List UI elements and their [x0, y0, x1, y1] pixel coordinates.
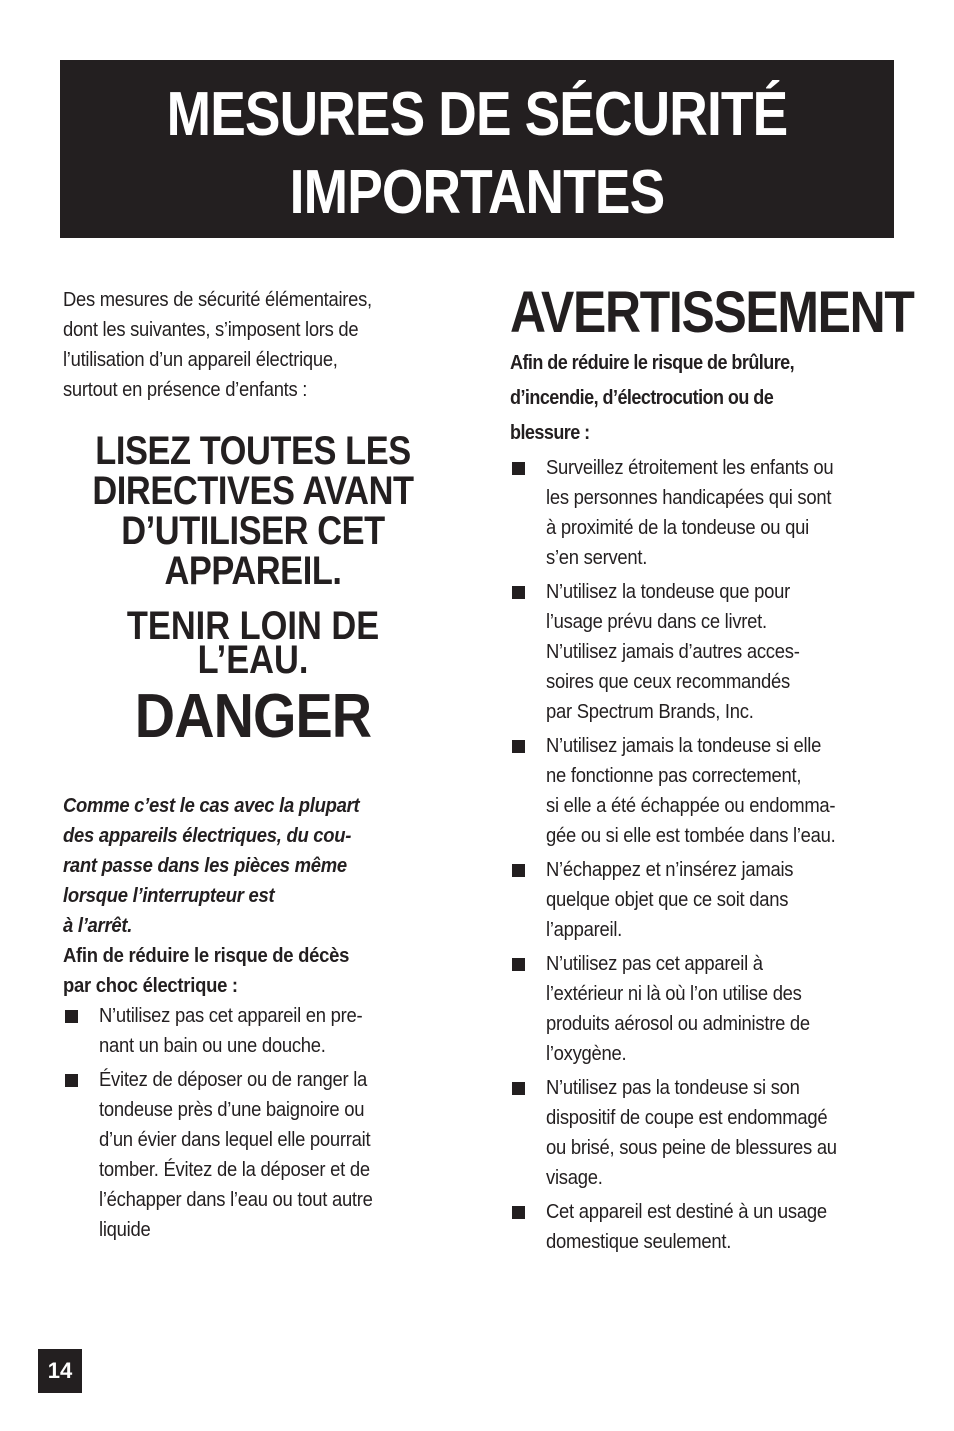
bullet-line: si elle a été échappée ou endomma-: [546, 794, 836, 817]
bullet-line: N’utilisez jamais la tondeuse si elle: [546, 734, 822, 757]
bullet-line: tondeuse près d’une baignoire ou: [99, 1098, 365, 1121]
list-item: [510, 1073, 894, 1193]
square-bullet-icon: [512, 586, 525, 599]
lead-line: par choc électrique :: [63, 974, 238, 997]
heading-line: APPAREIL.: [164, 549, 342, 593]
bullet-line: N’utilisez la tondeuse que pour: [546, 580, 790, 603]
note-line: Comme c’est le cas avec la plupart: [63, 794, 360, 817]
danger-bullet-list: [63, 1001, 443, 1245]
title-line-1: MESURES DE SÉCURITÉ: [166, 80, 788, 149]
bullet-text: [546, 949, 924, 1069]
bullet-line: ou brisé, sous peine de blessures au: [546, 1136, 837, 1159]
bullet-line: l’extérieur ni là où l’on utilise des: [546, 982, 802, 1005]
list-item: [63, 1001, 443, 1061]
note-line: rant passe dans les pièces même: [63, 854, 347, 877]
bullet-line: N’utilisez jamais d’autres acces-: [546, 640, 800, 663]
bullet-line: N’utilisez pas la tondeuse si son: [546, 1076, 800, 1099]
page-number: 14: [38, 1349, 82, 1393]
heading-line: TENIR LOIN DE: [126, 604, 380, 648]
intro-line: Des mesures de sécurité élémentaires,: [63, 289, 372, 311]
list-item: [510, 731, 894, 851]
bullet-line: liquide: [99, 1218, 151, 1241]
read-all-instructions-heading: [90, 431, 417, 591]
left-column: [63, 285, 443, 1249]
bullet-line: l’appareil.: [546, 918, 623, 941]
bullet-line: produits aérosol ou administre de: [546, 1012, 810, 1035]
avertissement-heading: AVERTISSEMENT: [510, 280, 914, 345]
square-bullet-icon: [512, 1206, 525, 1219]
list-item: [510, 855, 894, 945]
bullet-line: N’utilisez pas cet appareil en pre-: [99, 1004, 363, 1027]
note-line: à l’arrêt.: [63, 914, 133, 937]
bullet-line: à proximité de la tondeuse ou qui: [546, 516, 809, 539]
heading-line: L’EAU.: [197, 638, 309, 682]
square-bullet-icon: [512, 864, 525, 877]
intro-line: surtout en présence d’enfants :: [63, 379, 308, 401]
bullet-line: ne fonctionne pas correctement,: [546, 764, 802, 787]
bullet-line: N’échappez et n’insérez jamais: [546, 858, 794, 881]
bullet-line: gée ou si elle est tombée dans l’eau.: [546, 824, 836, 847]
bullet-line: tomber. Évitez de la déposer et de: [99, 1158, 370, 1181]
square-bullet-icon: [512, 958, 525, 971]
list-item: [510, 949, 894, 1069]
bullet-line: domestique seulement.: [546, 1230, 732, 1253]
bullet-line: visage.: [546, 1166, 603, 1189]
right-column: [510, 280, 914, 1261]
bullet-line: par Spectrum Brands, Inc.: [546, 700, 754, 723]
heading-line: DIRECTIVES AVANT: [92, 469, 414, 513]
keep-away-from-water-heading: [90, 604, 417, 682]
square-bullet-icon: [65, 1010, 78, 1023]
bullet-line: N’utilisez pas cet appareil à: [546, 952, 763, 975]
bullet-text: [546, 1197, 924, 1257]
lead-line: blessure :: [510, 422, 590, 444]
bullet-line: d’un évier dans lequel elle pourrait: [99, 1128, 371, 1151]
bullet-line: Cet appareil est destiné à un usage: [546, 1200, 827, 1223]
italic-warning-note: [63, 791, 441, 941]
intro-line: dont les suivantes, s’imposent lors de: [63, 319, 359, 341]
list-item: [510, 1197, 894, 1257]
title-line-2: IMPORTANTES: [289, 158, 665, 227]
heading-line: LISEZ TOUTES LES: [95, 429, 411, 473]
intro-paragraph: [63, 285, 440, 405]
list-item: [63, 1065, 443, 1245]
title-banner: [60, 60, 894, 238]
square-bullet-icon: [65, 1074, 78, 1087]
bullet-line: soires que ceux recommandés: [546, 670, 790, 693]
list-item: [510, 453, 894, 573]
square-bullet-icon: [512, 740, 525, 753]
note-line: des appareils électriques, du cou-: [63, 824, 352, 847]
bullet-line: s’en servent.: [546, 546, 648, 569]
bullet-line: les personnes handicapées qui sont: [546, 486, 832, 509]
square-bullet-icon: [512, 1082, 525, 1095]
lead-line: Afin de réduire le risque de décès: [63, 944, 350, 967]
list-item: [510, 577, 894, 727]
heading-line: D’UTILISER CET: [121, 509, 385, 553]
intro-line: l’utilisation d’un appareil électrique,: [63, 349, 338, 371]
bullet-text: [546, 1073, 924, 1193]
bullet-line: nant un bain ou une douche.: [99, 1034, 326, 1057]
bullet-text: [546, 577, 924, 727]
bullet-text: [546, 855, 924, 945]
bullet-line: Surveillez étroitement les enfants ou: [546, 456, 834, 479]
avertissement-bullet-list: [510, 453, 894, 1257]
bullet-text: [546, 731, 924, 851]
lead-line: d’incendie, d’électrocution ou de: [510, 387, 774, 409]
bullet-line: l’usage prévu dans ce livret.: [546, 610, 767, 633]
bullet-line: quelque objet que ce soit dans: [546, 888, 789, 911]
square-bullet-icon: [512, 462, 525, 475]
note-line: lorsque l’interrupteur est: [63, 884, 275, 907]
bullet-line: l’oxygène.: [546, 1042, 627, 1065]
avertissement-lead-text: [510, 346, 888, 451]
danger-heading: DANGER: [134, 682, 372, 751]
bullet-text: [99, 1001, 477, 1061]
bullet-text: [546, 453, 924, 573]
lead-line: Afin de réduire le risque de brûlure,: [510, 352, 795, 374]
bullet-line: l’échapper dans l’eau ou tout autre: [99, 1188, 373, 1211]
bullet-line: dispositif de coupe est endommagé: [546, 1106, 828, 1129]
bullet-line: Évitez de déposer ou de ranger la: [99, 1068, 368, 1091]
bullet-text: [99, 1065, 477, 1245]
danger-lead-text: [63, 941, 441, 1001]
